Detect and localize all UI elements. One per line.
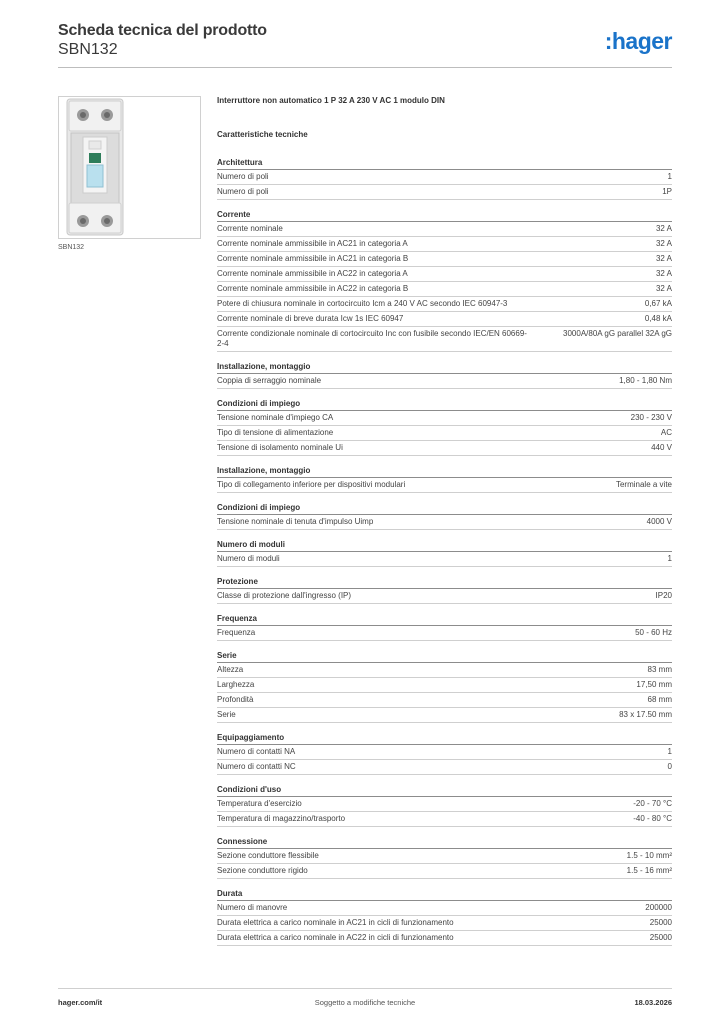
spec-value: 1 <box>667 747 672 756</box>
spec-label: Durata elettrica a carico nominale in AC21 in cicli di funzionamento <box>217 918 454 927</box>
spec-row <box>217 411 672 426</box>
page-header <box>58 22 672 66</box>
spec-group-title: Frequenza <box>217 612 672 626</box>
logo-colon: : <box>604 28 612 54</box>
spec-group-title: Connessione <box>217 835 672 849</box>
spec-row <box>217 626 672 641</box>
spec-row <box>217 222 672 237</box>
product-code: SBN132 <box>58 41 118 58</box>
spec-value: 83 x 17.50 mm <box>619 710 672 719</box>
spec-group-title: Numero di moduli <box>217 538 672 552</box>
spec-row <box>217 327 672 352</box>
spec-row <box>217 589 672 604</box>
spec-row <box>217 515 672 530</box>
spec-row <box>217 426 672 441</box>
spec-group <box>217 612 672 641</box>
logo-text: hager <box>611 28 672 54</box>
spec-label: Numero di manovre <box>217 903 288 912</box>
spec-group-title: Serie <box>217 649 672 663</box>
spec-value: AC <box>660 428 672 437</box>
spec-label: Temperatura d'esercizio <box>217 799 302 808</box>
spec-group-title: Installazione, montaggio <box>217 360 672 374</box>
spec-label: Potere di chiusura nominale in cortocircuito Icm a 240 V AC secondo IEC 60947-3 <box>217 299 508 308</box>
spec-label: Sezione conduttore flessibile <box>217 851 319 860</box>
spec-label: Numero di poli <box>217 172 269 181</box>
spec-value: 25000 <box>649 918 672 927</box>
spec-row <box>217 931 672 946</box>
spec-row <box>217 693 672 708</box>
spec-group <box>217 731 672 775</box>
spec-label: Corrente nominale ammissibile in AC21 in categoria B <box>217 254 409 263</box>
spec-label: Larghezza <box>217 680 255 689</box>
spec-group-title: Equipaggiamento <box>217 731 672 745</box>
document-title: Scheda tecnica del prodotto <box>58 22 267 39</box>
spec-value: Terminale a vite <box>615 480 672 489</box>
spec-value: 200000 <box>645 903 672 912</box>
spec-label: Temperatura di magazzino/trasporto <box>217 814 346 823</box>
spec-label: Frequenza <box>217 628 256 637</box>
spec-row <box>217 478 672 493</box>
spec-row <box>217 760 672 775</box>
spec-row <box>217 237 672 252</box>
spec-row <box>217 185 672 200</box>
spec-group-title: Installazione, montaggio <box>217 464 672 478</box>
spec-value: 32 A <box>655 284 672 293</box>
spec-value: 230 - 230 V <box>630 413 672 422</box>
spec-value: 0,67 kA <box>644 299 672 308</box>
spec-label: Sezione conduttore rigido <box>217 866 308 875</box>
spec-value: 4000 V <box>646 517 672 526</box>
spec-content <box>217 96 672 954</box>
spec-value: IP20 <box>655 591 672 600</box>
spec-row <box>217 374 672 389</box>
spec-value: 32 A <box>655 269 672 278</box>
spec-row <box>217 252 672 267</box>
spec-heading: Caratteristiche tecniche <box>217 130 308 139</box>
spec-label: Tensione nominale d'impiego CA <box>217 413 334 422</box>
spec-value: 1 <box>667 554 672 563</box>
spec-label: Tipo di tensione di alimentazione <box>217 428 334 437</box>
spec-group-title: Condizioni di impiego <box>217 501 672 515</box>
spec-label: Numero di contatti NC <box>217 762 296 771</box>
spec-label: Corrente nominale <box>217 224 283 233</box>
spec-group <box>217 575 672 604</box>
header-divider <box>58 67 672 68</box>
spec-row <box>217 916 672 931</box>
spec-label: Numero di moduli <box>217 554 280 563</box>
spec-value: 17,50 mm <box>636 680 672 689</box>
spec-group-title: Architettura <box>217 156 672 170</box>
spec-row <box>217 441 672 456</box>
spec-row <box>217 312 672 327</box>
spec-label: Numero di poli <box>217 187 269 196</box>
spec-value: 25000 <box>649 933 672 942</box>
spec-group <box>217 649 672 723</box>
spec-row <box>217 297 672 312</box>
product-description: Interruttore non automatico 1 P 32 A 230 V AC 1 modulo DIN <box>217 96 445 105</box>
spec-value: 1.5 - 16 mm² <box>626 866 672 875</box>
spec-value: 3000A/80A gG parallel 32A gG <box>563 329 672 338</box>
product-image <box>58 96 201 239</box>
spec-value: 32 A <box>655 254 672 263</box>
spec-label: Classe di protezione dall'ingresso (IP) <box>217 591 352 600</box>
spec-row <box>217 797 672 812</box>
spec-row <box>217 864 672 879</box>
spec-value: 83 mm <box>647 665 672 674</box>
spec-row <box>217 170 672 185</box>
spec-group <box>217 360 672 389</box>
spec-label: Corrente nominale ammissibile in AC22 in categoria A <box>217 269 408 278</box>
spec-value: 68 mm <box>647 695 672 704</box>
spec-group <box>217 783 672 827</box>
spec-value: 1 <box>667 172 672 181</box>
spec-row <box>217 552 672 567</box>
spec-row <box>217 901 672 916</box>
spec-label: Corrente nominale ammissibile in AC22 in categoria B <box>217 284 409 293</box>
spec-group-title: Durata <box>217 887 672 901</box>
spec-value: 440 V <box>651 443 672 452</box>
spec-group <box>217 208 672 352</box>
spec-label: Altezza <box>217 665 244 674</box>
switch-illustration <box>59 97 200 238</box>
spec-group-title: Condizioni d'uso <box>217 783 672 797</box>
spec-row <box>217 282 672 297</box>
spec-label: Corrente condizionale nominale di cortocircuito Inc con fusibile secondo IEC/EN 60669-2-4 <box>217 329 527 348</box>
spec-label: Serie <box>217 710 236 719</box>
footer-divider <box>58 988 672 989</box>
spec-label: Tensione nominale di tenuta d'impulso Uimp <box>217 517 374 526</box>
footer-website: hager.com/it <box>58 998 103 1007</box>
spec-group <box>217 464 672 493</box>
spec-label: Corrente nominale ammissibile in AC21 in categoria A <box>217 239 408 248</box>
spec-value: 32 A <box>655 224 672 233</box>
spec-value: -40 - 80 °C <box>633 814 672 823</box>
spec-label: Durata elettrica a carico nominale in AC22 in cicli di funzionamento <box>217 933 454 942</box>
spec-group <box>217 501 672 530</box>
page-footer <box>58 998 672 1010</box>
spec-value: 32 A <box>655 239 672 248</box>
hager-logo <box>605 28 672 55</box>
spec-row <box>217 663 672 678</box>
spec-value: 0 <box>667 762 672 771</box>
spec-group <box>217 887 672 946</box>
spec-value: 0,48 kA <box>644 314 672 323</box>
spec-value: 50 - 60 Hz <box>635 628 672 637</box>
spec-value: -20 - 70 °C <box>633 799 672 808</box>
spec-label: Corrente nominale di breve durata Icw 1s IEC 60947 <box>217 314 404 323</box>
spec-group <box>217 835 672 879</box>
spec-label: Tensione di isolamento nominale Ui <box>217 443 343 452</box>
spec-label: Numero di contatti NA <box>217 747 296 756</box>
spec-row <box>217 678 672 693</box>
spec-group <box>217 538 672 567</box>
footer-notice: Soggetto a modifiche tecniche <box>314 998 416 1007</box>
spec-group <box>217 397 672 456</box>
spec-groups <box>217 156 672 946</box>
spec-group-title: Corrente <box>217 208 672 222</box>
spec-value: 1P <box>662 187 672 196</box>
spec-row <box>217 708 672 723</box>
spec-label: Coppia di serraggio nominale <box>217 376 322 385</box>
spec-value: 1.5 - 10 mm² <box>626 851 672 860</box>
spec-group <box>217 156 672 200</box>
spec-row <box>217 267 672 282</box>
footer-date: 18.03.2026 <box>634 998 672 1007</box>
spec-label: Tipo di collegamento inferiore per dispositivi modulari <box>217 480 406 489</box>
spec-row <box>217 812 672 827</box>
spec-label: Profondità <box>217 695 254 704</box>
product-image-caption: SBN132 <box>58 244 85 251</box>
spec-value: 1,80 - 1,80 Nm <box>619 376 672 385</box>
spec-row <box>217 849 672 864</box>
spec-row <box>217 745 672 760</box>
spec-group-title: Protezione <box>217 575 672 589</box>
spec-group-title: Condizioni di impiego <box>217 397 672 411</box>
